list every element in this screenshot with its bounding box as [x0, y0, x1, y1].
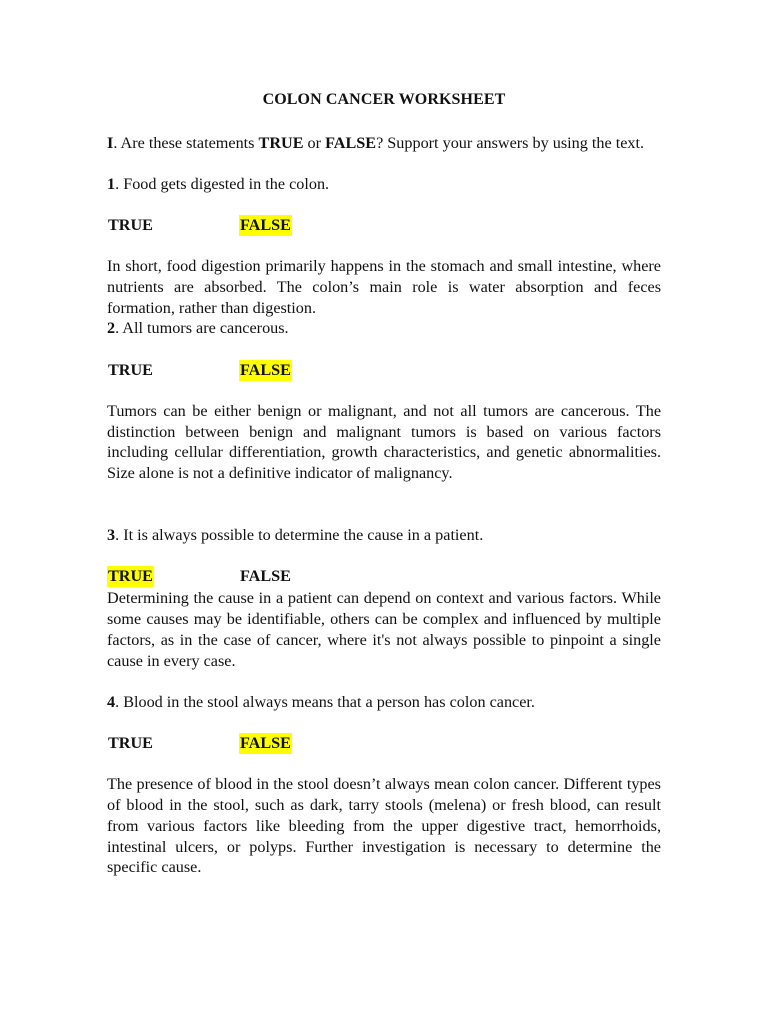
question-statement: . All tumors are cancerous. [115, 319, 289, 338]
answer-options-4 [107, 733, 661, 755]
instructions: I. Are these statements TRUE or FALSE? Support your answers by using the text. [107, 133, 645, 152]
true-option: TRUE [108, 216, 153, 235]
true-option: TRUE [108, 360, 153, 379]
explanation-3: Determining the cause in a patient can depend on context and various factors. While some causes may be identifiable, others can be complex and influenced by multiple factors, as in the case of cancer, where it's not always possible to pinpoint a single cause in every case. [107, 589, 661, 670]
answer-options-3 [107, 566, 661, 588]
worksheet-title: COLON CANCER WORKSHEET [262, 91, 506, 108]
question-statement: . Food gets digested in the colon. [115, 174, 330, 193]
true-option-highlighted: TRUE [108, 567, 153, 586]
question-2 [107, 318, 661, 339]
false-option-highlighted: FALSE [240, 360, 291, 379]
false-option: FALSE [240, 567, 291, 586]
question-number: 3 [107, 525, 116, 544]
question-4 [107, 692, 661, 713]
question-statement: . Blood in the stool always means that a person has colon cancer. [115, 692, 535, 711]
section-numeral: I [107, 133, 114, 152]
question-3 [107, 525, 661, 546]
explanation-2: Tumors can be either benign or malignant, and not all tumors are cancerous. The distinction between benign and malignant tumors is based on various factors including cellular differentiation, growth characteristics, and genetic abnormalities. Size alone is not a definitive indicator of malignancy. [107, 401, 661, 483]
worksheet-content [107, 90, 661, 878]
answer-options-1 [107, 215, 661, 237]
true-option: TRUE [108, 734, 153, 753]
false-option-highlighted: FALSE [240, 216, 291, 235]
question-number: 2 [107, 319, 116, 338]
question-number: 4 [107, 692, 116, 711]
false-option-highlighted: FALSE [240, 734, 291, 753]
question-1 [107, 174, 661, 195]
question-statement: . It is always possible to determine the cause in a patient. [115, 525, 484, 544]
explanation-4: The presence of blood in the stool doesn’t always mean colon cancer. Different types of blood in the stool, such as dark, tarry stools (melena) or fresh blood, can result from various factors like bleeding from the upper digestive tract, hemorrhoids, intestinal ulcers, or polyps. Further investigation is necessary to determine the specific cause. [107, 775, 661, 877]
explanation-1: In short, food digestion primarily happens in the stomach and small intestine, where nutrients are absorbed. The colon’s main role is water absorption and feces formation, rather than digestion. [107, 257, 661, 317]
question-number: 1 [107, 174, 116, 193]
answer-options-2 [107, 360, 661, 382]
